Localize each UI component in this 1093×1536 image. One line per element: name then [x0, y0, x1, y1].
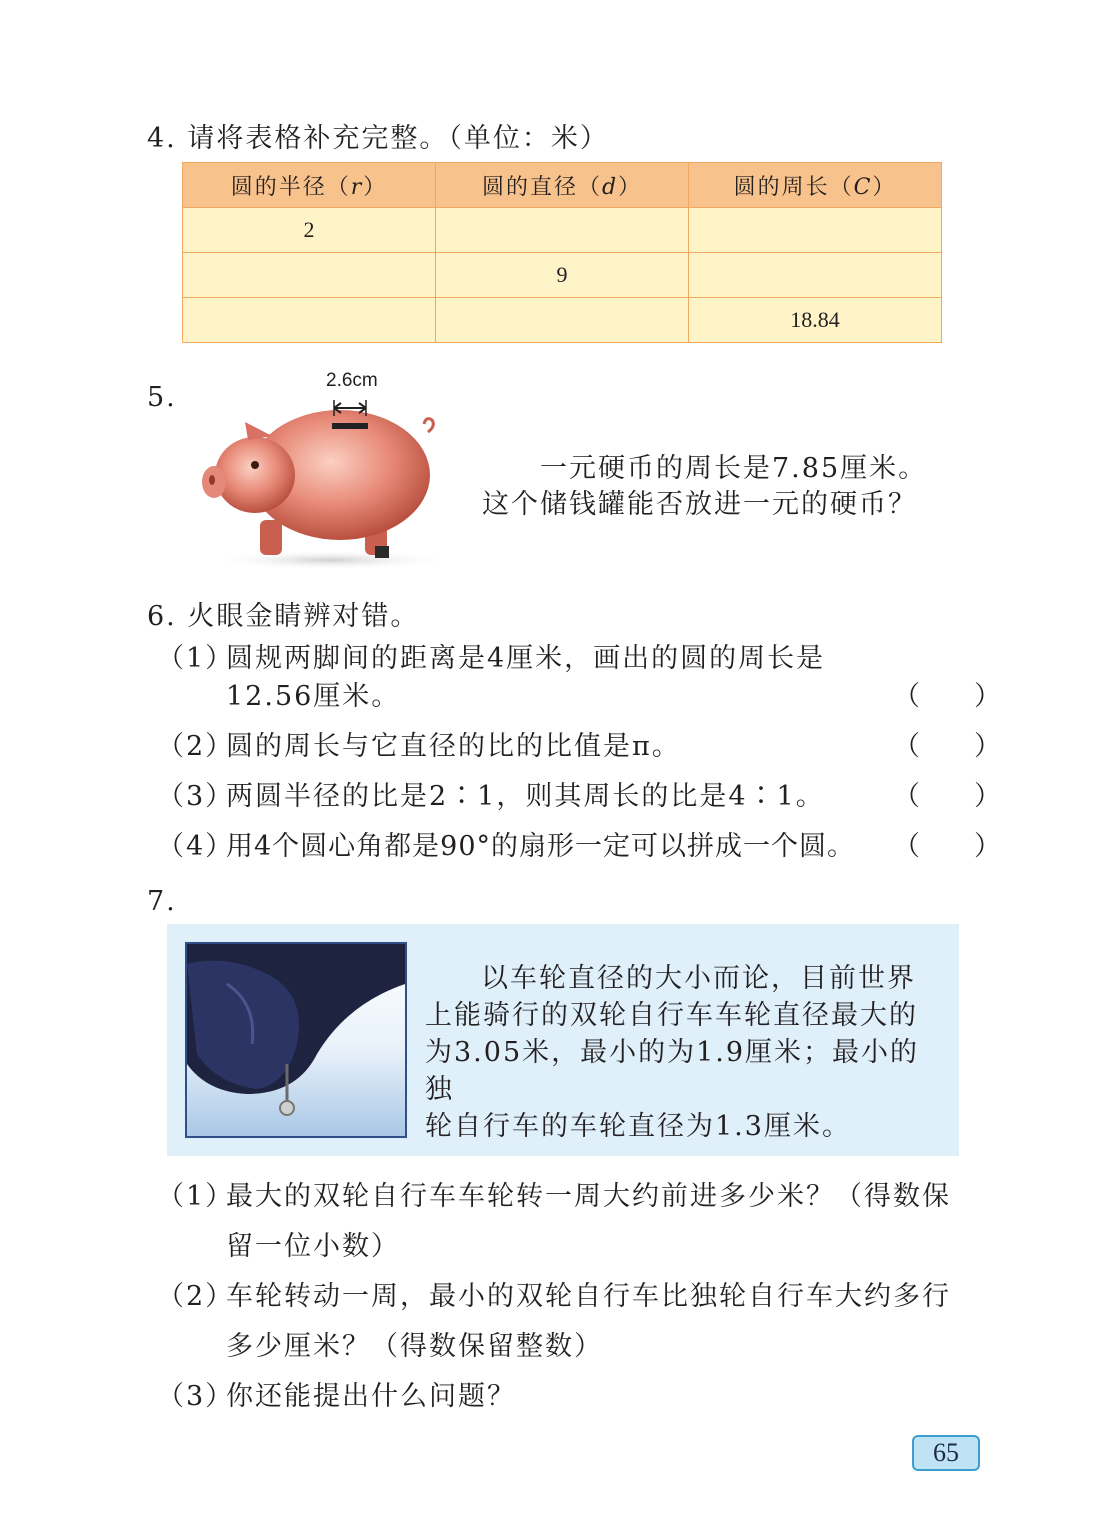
answer-bracket[interactable]: （ ）	[893, 831, 1001, 862]
q6-item-4-line1: 用4个圆心角都是90°的扇形一定可以拼成一个圆。	[226, 831, 856, 862]
info-line: 以车轮直径的大小而论，目前世界	[481, 963, 916, 994]
slot-width-label: 2.6cm	[326, 370, 378, 391]
q7-item-1-line2: 留一位小数）	[226, 1231, 400, 1262]
table-row	[183, 298, 942, 343]
header-diameter: 圆的直径（d）	[436, 163, 689, 208]
q7-item-1-line1: 最大的双轮自行车车轮转一周大约前进多少米？（得数保	[226, 1181, 951, 1212]
q6-title: 6. 火眼金睛辨对错。	[147, 601, 420, 632]
table-row	[183, 253, 942, 298]
table-row	[183, 208, 942, 253]
q7-item-2-number: （2）	[157, 1281, 235, 1312]
table-cell	[183, 253, 436, 298]
page-number: 65	[912, 1435, 980, 1471]
table-cell: 2	[183, 208, 436, 253]
circle-table	[182, 162, 942, 343]
header-radius: 圆的半径（r）	[183, 163, 436, 208]
q7-item-2-line2: 多少厘米？（得数保留整数）	[226, 1331, 603, 1362]
info-line: 轮自行车的车轮直径为1.3厘米。	[425, 1111, 851, 1142]
table-header-row	[183, 163, 942, 208]
q6-item-1-line2: 12.56厘米。	[226, 681, 401, 712]
q7-number: 7.	[147, 886, 177, 917]
info-line: 上能骑行的双轮自行车车轮直径最大的	[425, 1000, 918, 1031]
q6-item-2-line1: 圆的周长与它直径的比的比值是π。	[226, 731, 681, 762]
table-cell	[436, 298, 689, 343]
q7-item-3-number: （3）	[157, 1381, 235, 1412]
info-line: 为3.05米，最小的为1.9厘米；最小的独	[425, 1037, 920, 1105]
q5-text-line2: 这个储钱罐能否放进一元的硬币？	[482, 489, 917, 520]
piggy-bank-image	[200, 370, 450, 570]
q5-number: 5.	[147, 382, 177, 413]
table-cell: 18.84	[689, 298, 942, 343]
q6-item-1-line1: 圆规两脚间的距离是4厘米，画出的圆的周长是	[226, 643, 826, 674]
q6-item-4-number: （4）	[157, 831, 235, 862]
table-cell	[183, 298, 436, 343]
answer-bracket[interactable]: （ ）	[893, 781, 1001, 812]
q7-item-1-number: （1）	[157, 1181, 235, 1212]
table-cell	[689, 253, 942, 298]
answer-bracket[interactable]: （ ）	[893, 681, 1001, 712]
table-cell	[689, 208, 942, 253]
q6-item-3-number: （3）	[157, 781, 235, 812]
q6-item-3-line1: 两圆半径的比是2∶1，则其周长的比是4∶1。	[226, 781, 825, 812]
bicycle-info-text	[425, 960, 945, 1145]
header-circumference: 圆的周长（C）	[689, 163, 942, 208]
table-cell: 9	[436, 253, 689, 298]
q4-title: 4. 请将表格补充完整。（单位：米）	[147, 123, 609, 154]
q5-text-line1: 一元硬币的周长是7.85厘米。	[540, 453, 928, 484]
q6-item-1-number: （1）	[157, 643, 235, 674]
q6-item-2-number: （2）	[157, 731, 235, 762]
q7-item-3-line1: 你还能提出什么问题？	[226, 1381, 516, 1412]
unicycle-photo	[185, 942, 407, 1138]
answer-bracket[interactable]: （ ）	[893, 731, 1001, 762]
table-cell	[436, 208, 689, 253]
q7-item-2-line1: 车轮转动一周，最小的双轮自行车比独轮自行车大约多行	[226, 1281, 951, 1312]
